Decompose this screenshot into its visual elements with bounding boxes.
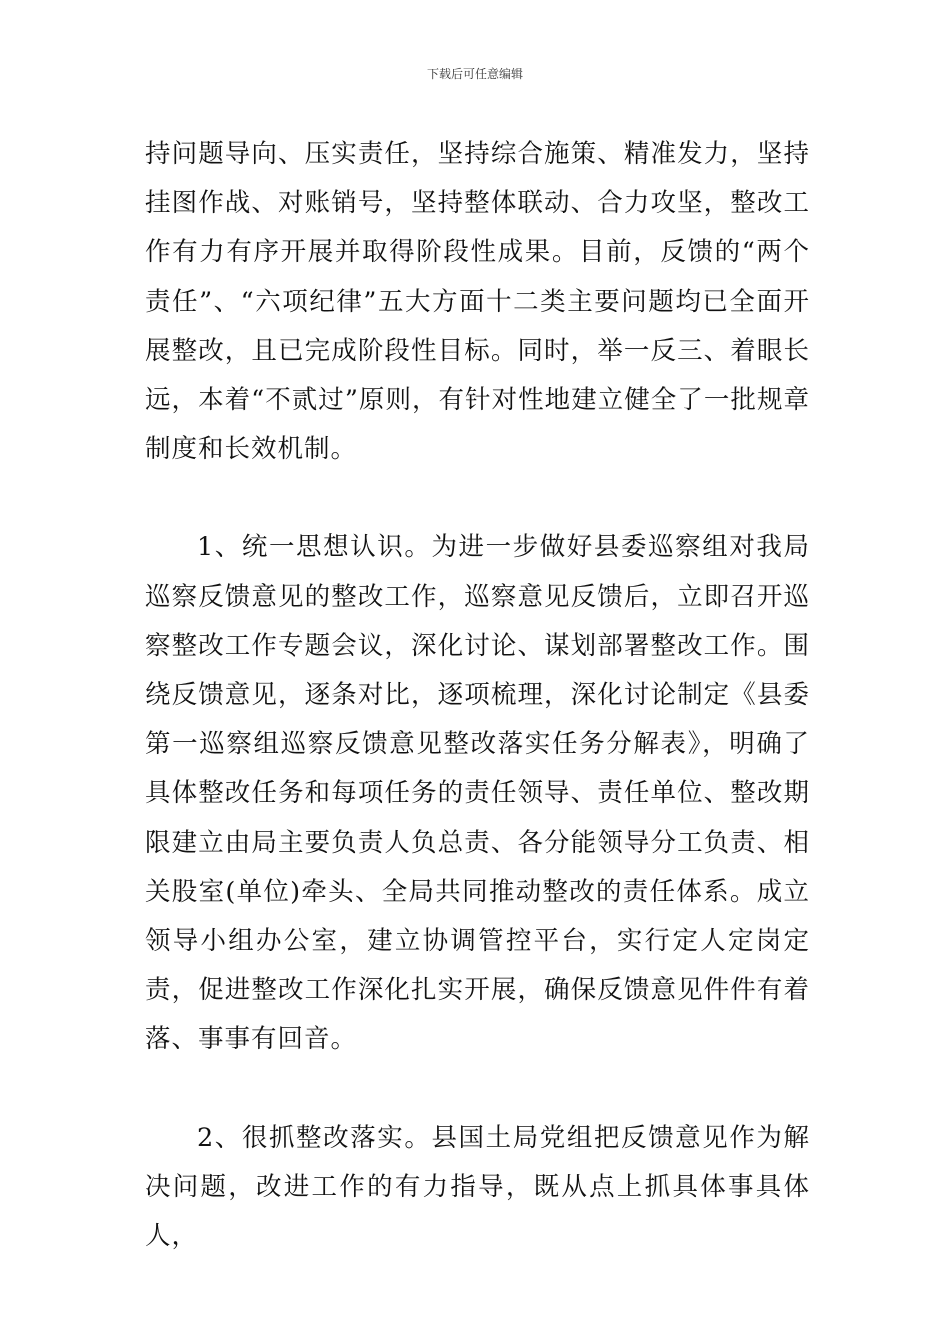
- document-body: [145, 130, 810, 1261]
- paragraph-unify-thinking: 1、统一思想认识。为进一步做好县委巡察组对我局巡察反馈意见的整改工作，巡察意见反馈后，立即召开巡察整改工作专题会议，深化讨论、谋划部署整改工作。围绕反馈意见，逐条对比，逐项梳理，深化讨论制定《县委第一巡察组巡察反馈意见整改落实任务分解表》，明确了具体整改任务和每项任务的责任领导、责任单位、整改期限建立由局主要负责人负总责、各分能领导分工负责、相关股室(单位)牵头、全局共同推动整改的责任体系。成立领导小组办公室，建立协调管控平台，实行定人定岗定责，促进整改工作深化扎实开展，确保反馈意见件件有着落、事事有回音。: [145, 532, 810, 1055]
- page-header: 下载后可任意编辑: [426, 67, 523, 81]
- paragraph-continuation: 持问题导向、压实责任，坚持综合施策、精准发力，坚持挂图作战、对账销号，坚持整体联动、合力攻坚，整改工作有力有序开展并取得阶段性成果。目前，反馈的“两个责任”、“六项纪律”五大方面十二类主要问题均已全面开展整改，且已完成阶段性目标。同时，举一反三、着眼长远，本着“不贰过”原则，有针对性地建立健全了一批规章制度和长效机制。: [145, 139, 810, 465]
- paragraph-rectification: 2、很抓整改落实。县国土局党组把反馈意见作为解决问题，改进工作的有力指导，既从点上抓具体事具体人，: [145, 1122, 810, 1252]
